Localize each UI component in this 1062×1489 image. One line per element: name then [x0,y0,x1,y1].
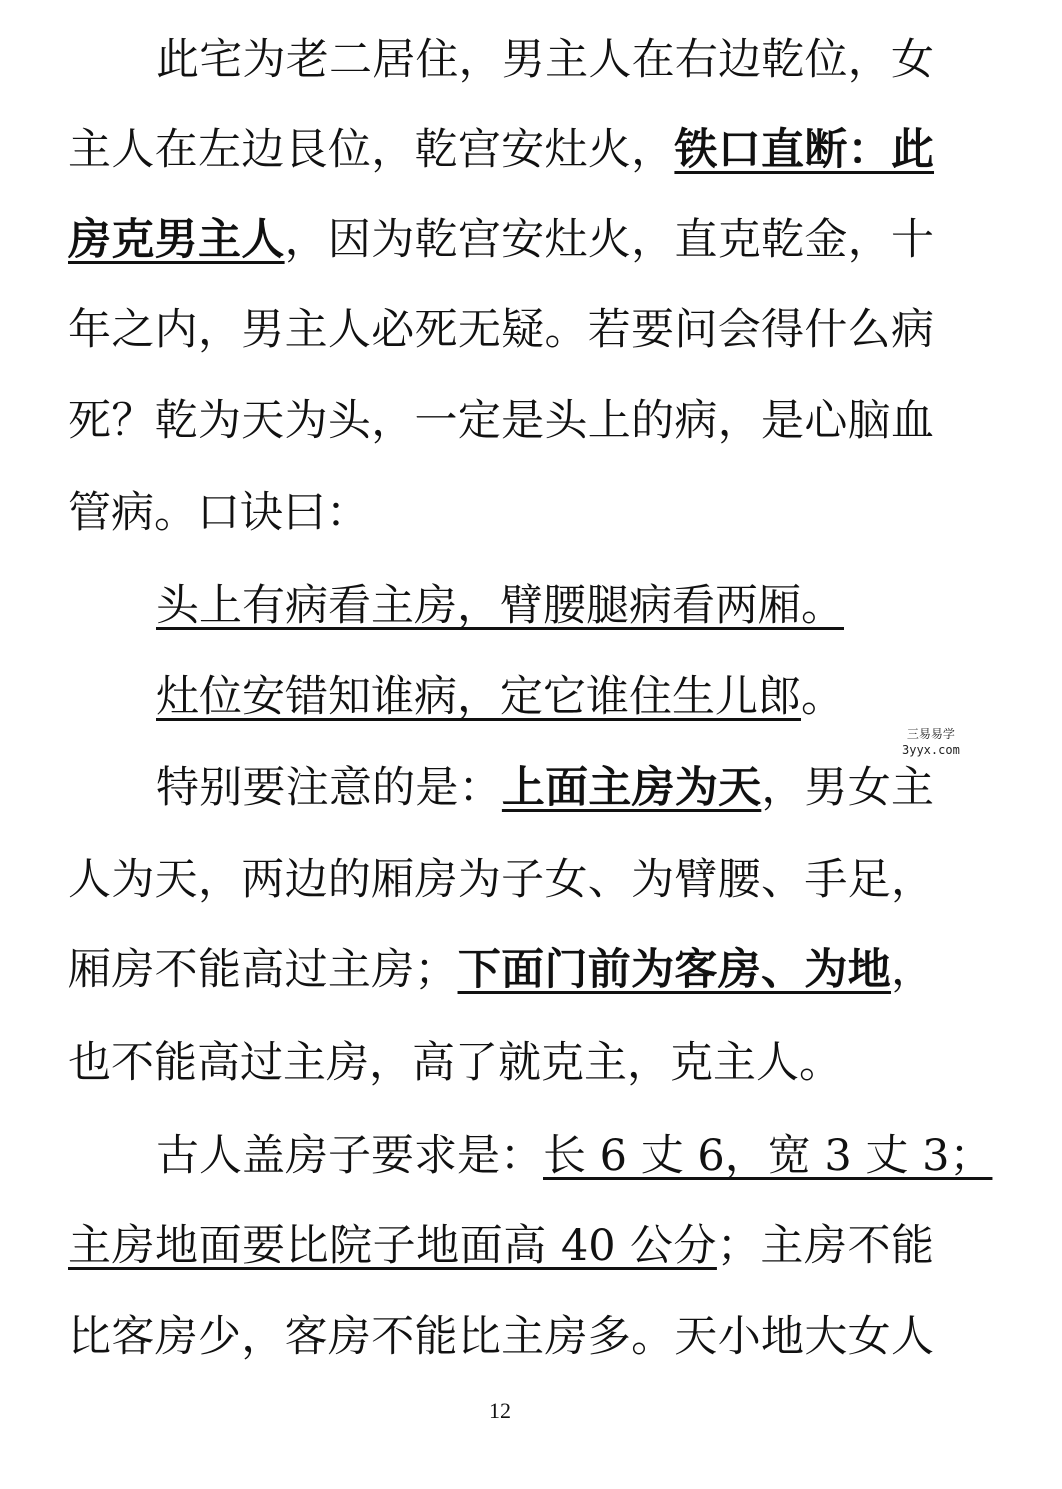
underlined-bold-text: 上面主房为天 [501,763,762,813]
text-segment: 主人在左边艮位，乾宫安灶火， [68,125,675,175]
text-segment: 死？乾为天为头，一定是头上的病，是心脑血 [68,396,934,446]
underlined-verse-text: 头上有病看主房，臂腰腿病看两厢。 [156,581,844,631]
text-segment: 管病。口诀曰： [68,488,369,538]
underlined-bold-text: 房克男主人 [68,215,285,265]
text-segment: 特别要注意的是： [156,763,502,813]
verse-line-2 [156,667,844,727]
text-segment: ，因为乾宫安灶火，直克乾金，十 [284,215,935,265]
text-line-11 [68,940,934,1000]
text-line-2 [68,120,934,180]
text-segment: ， [891,945,935,995]
text-line-13 [156,1126,993,1186]
text-segment: 比客房少，客房不能比主房多。天小地大女人 [68,1312,934,1362]
text-line-15 [68,1307,934,1367]
text-segment: 。 [801,672,844,722]
text-segment: ；主房不能 [716,1221,934,1271]
text-line-6 [68,483,934,543]
text-segment: 此宅为老二居住，男主人在右边乾位，女 [156,35,934,85]
text-segment: 厢房不能高过主房； [68,945,458,995]
underlined-bold-text: 下面门前为客房、为地 [457,945,892,995]
text-segment: 人为天，两边的厢房为子女、为臂腰、手足， [68,855,934,905]
text-segment: 古人盖房子要求是： [156,1131,543,1181]
underlined-text: 主房地面要比院子地面高 40 公分 [68,1221,717,1271]
watermark-line-1: 三易易学 [906,727,955,741]
underlined-bold-text: 铁口直断：此 [674,125,935,175]
text-line-12 [68,1033,934,1093]
underlined-text: 长 6 丈 6，宽 3 丈 3； [543,1131,993,1181]
text-line-5 [68,391,934,451]
text-line-1 [156,30,934,90]
text-line-4 [68,300,934,360]
verse-line-1 [156,576,844,636]
page-number: 12 [489,1398,511,1423]
text-segment: ，男女主 [761,763,935,813]
underlined-verse-text: 灶位安错知谁病，定它谁住生儿郎 [156,672,801,722]
text-line-9 [156,758,934,818]
text-line-3 [68,210,934,270]
site-watermark [902,726,960,758]
text-segment: 也不能高过主房，高了就克主，克主人。 [68,1038,842,1088]
text-line-14 [68,1216,934,1276]
text-segment: 年之内，男主人必死无疑。若要问会得什么病 [68,305,934,355]
text-line-10 [68,850,934,910]
watermark-line-2: 3yyx.com [902,743,960,757]
